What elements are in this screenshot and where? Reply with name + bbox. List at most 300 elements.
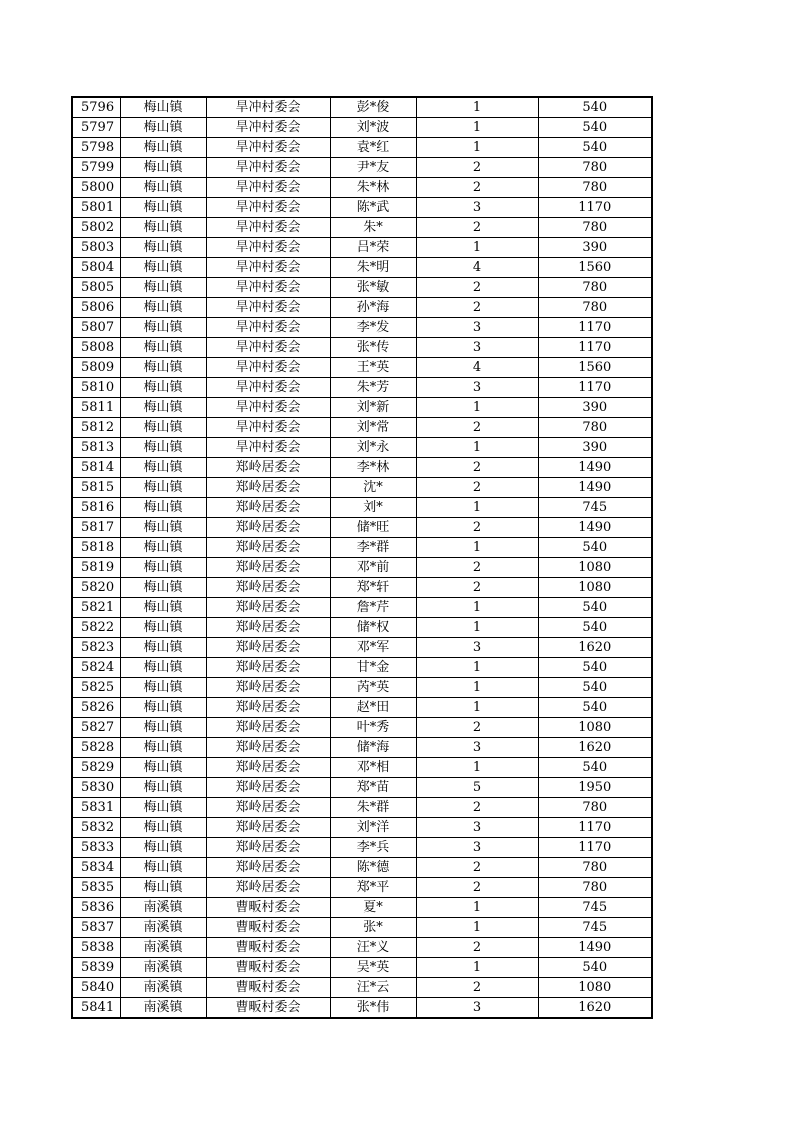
committee-cell: 郑岭居委会 [206, 658, 330, 678]
count-cell: 1 [416, 618, 538, 638]
amount-cell: 1170 [538, 318, 652, 338]
committee-cell: 曹畈村委会 [206, 978, 330, 998]
table-row [72, 518, 652, 538]
town-cell: 梅山镇 [120, 518, 206, 538]
amount-cell: 780 [538, 858, 652, 878]
town-cell: 梅山镇 [120, 498, 206, 518]
table-row [72, 438, 652, 458]
amount-cell: 540 [538, 598, 652, 618]
name-cell: 朱*群 [330, 798, 416, 818]
data-table [71, 96, 653, 1019]
committee-cell: 旱冲村委会 [206, 258, 330, 278]
amount-cell: 780 [538, 418, 652, 438]
table-row [72, 378, 652, 398]
amount-cell: 1170 [538, 818, 652, 838]
amount-cell: 540 [538, 618, 652, 638]
name-cell: 甘*金 [330, 658, 416, 678]
name-cell: 芮*英 [330, 678, 416, 698]
row-id-cell: 5831 [72, 798, 120, 818]
town-cell: 梅山镇 [120, 678, 206, 698]
row-id-cell: 5825 [72, 678, 120, 698]
count-cell: 1 [416, 398, 538, 418]
town-cell: 梅山镇 [120, 298, 206, 318]
row-id-cell: 5822 [72, 618, 120, 638]
row-id-cell: 5834 [72, 858, 120, 878]
name-cell: 李*群 [330, 538, 416, 558]
amount-cell: 540 [538, 658, 652, 678]
town-cell: 梅山镇 [120, 878, 206, 898]
count-cell: 5 [416, 778, 538, 798]
amount-cell: 780 [538, 158, 652, 178]
row-id-cell: 5805 [72, 278, 120, 298]
row-id-cell: 5810 [72, 378, 120, 398]
row-id-cell: 5801 [72, 198, 120, 218]
count-cell: 2 [416, 578, 538, 598]
town-cell: 梅山镇 [120, 658, 206, 678]
name-cell: 刘*永 [330, 438, 416, 458]
table-row [72, 198, 652, 218]
row-id-cell: 5802 [72, 218, 120, 238]
amount-cell: 540 [538, 138, 652, 158]
count-cell: 2 [416, 558, 538, 578]
name-cell: 李*发 [330, 318, 416, 338]
table-row [72, 878, 652, 898]
committee-cell: 郑岭居委会 [206, 558, 330, 578]
committee-cell: 旱冲村委会 [206, 178, 330, 198]
name-cell: 邓*相 [330, 758, 416, 778]
name-cell: 王*英 [330, 358, 416, 378]
committee-cell: 郑岭居委会 [206, 738, 330, 758]
town-cell: 梅山镇 [120, 718, 206, 738]
amount-cell: 1170 [538, 378, 652, 398]
town-cell: 梅山镇 [120, 238, 206, 258]
table-row [72, 818, 652, 838]
count-cell: 2 [416, 278, 538, 298]
row-id-cell: 5841 [72, 998, 120, 1019]
count-cell: 2 [416, 298, 538, 318]
amount-cell: 1080 [538, 718, 652, 738]
name-cell: 张*敏 [330, 278, 416, 298]
town-cell: 梅山镇 [120, 418, 206, 438]
committee-cell: 郑岭居委会 [206, 578, 330, 598]
table-row [72, 97, 652, 118]
table-row [72, 258, 652, 278]
town-cell: 梅山镇 [120, 438, 206, 458]
name-cell: 叶*秀 [330, 718, 416, 738]
town-cell: 梅山镇 [120, 758, 206, 778]
row-id-cell: 5836 [72, 898, 120, 918]
table-row [72, 558, 652, 578]
row-id-cell: 5835 [72, 878, 120, 898]
town-cell: 梅山镇 [120, 278, 206, 298]
town-cell: 梅山镇 [120, 178, 206, 198]
count-cell: 2 [416, 178, 538, 198]
count-cell: 2 [416, 418, 538, 438]
committee-cell: 郑岭居委会 [206, 838, 330, 858]
name-cell: 朱*明 [330, 258, 416, 278]
table-row [72, 218, 652, 238]
name-cell: 袁*红 [330, 138, 416, 158]
name-cell: 朱* [330, 218, 416, 238]
table-row [72, 538, 652, 558]
table-row [72, 118, 652, 138]
row-id-cell: 5824 [72, 658, 120, 678]
committee-cell: 郑岭居委会 [206, 478, 330, 498]
town-cell: 梅山镇 [120, 798, 206, 818]
row-id-cell: 5826 [72, 698, 120, 718]
name-cell: 汪*云 [330, 978, 416, 998]
amount-cell: 780 [538, 878, 652, 898]
row-id-cell: 5815 [72, 478, 120, 498]
row-id-cell: 5828 [72, 738, 120, 758]
name-cell: 邓*前 [330, 558, 416, 578]
name-cell: 刘*新 [330, 398, 416, 418]
committee-cell: 旱冲村委会 [206, 298, 330, 318]
committee-cell: 郑岭居委会 [206, 638, 330, 658]
committee-cell: 郑岭居委会 [206, 538, 330, 558]
amount-cell: 780 [538, 278, 652, 298]
table-row [72, 838, 652, 858]
committee-cell: 郑岭居委会 [206, 678, 330, 698]
name-cell: 吴*英 [330, 958, 416, 978]
row-id-cell: 5809 [72, 358, 120, 378]
committee-cell: 旱冲村委会 [206, 358, 330, 378]
name-cell: 张* [330, 918, 416, 938]
committee-cell: 旱冲村委会 [206, 97, 330, 118]
row-id-cell: 5811 [72, 398, 120, 418]
table-row [72, 418, 652, 438]
amount-cell: 1080 [538, 578, 652, 598]
committee-cell: 旱冲村委会 [206, 198, 330, 218]
table-row [72, 618, 652, 638]
amount-cell: 390 [538, 238, 652, 258]
town-cell: 南溪镇 [120, 978, 206, 998]
table-row [72, 238, 652, 258]
count-cell: 1 [416, 118, 538, 138]
amount-cell: 1080 [538, 558, 652, 578]
town-cell: 梅山镇 [120, 478, 206, 498]
committee-cell: 郑岭居委会 [206, 618, 330, 638]
town-cell: 梅山镇 [120, 138, 206, 158]
count-cell: 2 [416, 458, 538, 478]
count-cell: 3 [416, 198, 538, 218]
committee-cell: 郑岭居委会 [206, 718, 330, 738]
town-cell: 梅山镇 [120, 458, 206, 478]
table-row [72, 358, 652, 378]
table-row [72, 938, 652, 958]
town-cell: 梅山镇 [120, 538, 206, 558]
count-cell: 1 [416, 658, 538, 678]
amount-cell: 1620 [538, 998, 652, 1019]
name-cell: 邓*军 [330, 638, 416, 658]
amount-cell: 780 [538, 798, 652, 818]
town-cell: 梅山镇 [120, 378, 206, 398]
committee-cell: 曹畈村委会 [206, 898, 330, 918]
name-cell: 吕*荣 [330, 238, 416, 258]
town-cell: 梅山镇 [120, 358, 206, 378]
count-cell: 2 [416, 978, 538, 998]
name-cell: 陈*德 [330, 858, 416, 878]
committee-cell: 旱冲村委会 [206, 278, 330, 298]
table-row [72, 778, 652, 798]
count-cell: 1 [416, 538, 538, 558]
table-row [72, 278, 652, 298]
count-cell: 3 [416, 818, 538, 838]
committee-cell: 郑岭居委会 [206, 598, 330, 618]
amount-cell: 390 [538, 398, 652, 418]
amount-cell: 780 [538, 218, 652, 238]
count-cell: 1 [416, 898, 538, 918]
committee-cell: 旱冲村委会 [206, 378, 330, 398]
count-cell: 3 [416, 838, 538, 858]
row-id-cell: 5827 [72, 718, 120, 738]
amount-cell: 1080 [538, 978, 652, 998]
row-id-cell: 5839 [72, 958, 120, 978]
count-cell: 1 [416, 918, 538, 938]
committee-cell: 曹畈村委会 [206, 998, 330, 1019]
committee-cell: 曹畈村委会 [206, 938, 330, 958]
row-id-cell: 5800 [72, 178, 120, 198]
amount-cell: 540 [538, 958, 652, 978]
table-row [72, 638, 652, 658]
amount-cell: 1490 [538, 478, 652, 498]
amount-cell: 745 [538, 498, 652, 518]
name-cell: 李*兵 [330, 838, 416, 858]
town-cell: 梅山镇 [120, 218, 206, 238]
town-cell: 梅山镇 [120, 638, 206, 658]
count-cell: 2 [416, 518, 538, 538]
committee-cell: 郑岭居委会 [206, 498, 330, 518]
town-cell: 梅山镇 [120, 198, 206, 218]
name-cell: 孙*海 [330, 298, 416, 318]
name-cell: 汪*义 [330, 938, 416, 958]
amount-cell: 1620 [538, 638, 652, 658]
count-cell: 1 [416, 698, 538, 718]
name-cell: 夏* [330, 898, 416, 918]
row-id-cell: 5821 [72, 598, 120, 618]
table-row [72, 698, 652, 718]
amount-cell: 1490 [538, 518, 652, 538]
table-row [72, 298, 652, 318]
amount-cell: 1950 [538, 778, 652, 798]
count-cell: 3 [416, 378, 538, 398]
town-cell: 梅山镇 [120, 398, 206, 418]
amount-cell: 1560 [538, 258, 652, 278]
committee-cell: 旱冲村委会 [206, 138, 330, 158]
row-id-cell: 5798 [72, 138, 120, 158]
count-cell: 1 [416, 958, 538, 978]
committee-cell: 郑岭居委会 [206, 458, 330, 478]
table-row [72, 138, 652, 158]
town-cell: 南溪镇 [120, 918, 206, 938]
name-cell: 尹*友 [330, 158, 416, 178]
count-cell: 2 [416, 218, 538, 238]
table-row [72, 918, 652, 938]
name-cell: 储*海 [330, 738, 416, 758]
amount-cell: 540 [538, 758, 652, 778]
table-row [72, 498, 652, 518]
amount-cell: 1170 [538, 198, 652, 218]
row-id-cell: 5812 [72, 418, 120, 438]
name-cell: 储*旺 [330, 518, 416, 538]
row-id-cell: 5804 [72, 258, 120, 278]
count-cell: 2 [416, 938, 538, 958]
committee-cell: 旱冲村委会 [206, 238, 330, 258]
name-cell: 张*伟 [330, 998, 416, 1019]
count-cell: 4 [416, 358, 538, 378]
town-cell: 梅山镇 [120, 838, 206, 858]
table-row [72, 718, 652, 738]
row-id-cell: 5817 [72, 518, 120, 538]
town-cell: 梅山镇 [120, 118, 206, 138]
table-row [72, 658, 652, 678]
row-id-cell: 5838 [72, 938, 120, 958]
name-cell: 张*传 [330, 338, 416, 358]
town-cell: 梅山镇 [120, 598, 206, 618]
count-cell: 2 [416, 718, 538, 738]
amount-cell: 1490 [538, 458, 652, 478]
town-cell: 梅山镇 [120, 97, 206, 118]
committee-cell: 郑岭居委会 [206, 698, 330, 718]
committee-cell: 郑岭居委会 [206, 818, 330, 838]
row-id-cell: 5803 [72, 238, 120, 258]
amount-cell: 1490 [538, 938, 652, 958]
committee-cell: 旱冲村委会 [206, 398, 330, 418]
town-cell: 梅山镇 [120, 318, 206, 338]
count-cell: 1 [416, 138, 538, 158]
name-cell: 詹*芹 [330, 598, 416, 618]
table-row [72, 858, 652, 878]
count-cell: 3 [416, 638, 538, 658]
table-row [72, 598, 652, 618]
count-cell: 1 [416, 438, 538, 458]
town-cell: 梅山镇 [120, 698, 206, 718]
count-cell: 2 [416, 878, 538, 898]
count-cell: 1 [416, 598, 538, 618]
amount-cell: 540 [538, 678, 652, 698]
table-row [72, 798, 652, 818]
name-cell: 储*权 [330, 618, 416, 638]
amount-cell: 1620 [538, 738, 652, 758]
name-cell: 郑*平 [330, 878, 416, 898]
name-cell: 朱*林 [330, 178, 416, 198]
table-row [72, 758, 652, 778]
row-id-cell: 5829 [72, 758, 120, 778]
row-id-cell: 5813 [72, 438, 120, 458]
town-cell: 梅山镇 [120, 858, 206, 878]
town-cell: 南溪镇 [120, 938, 206, 958]
count-cell: 3 [416, 998, 538, 1019]
name-cell: 刘*常 [330, 418, 416, 438]
town-cell: 梅山镇 [120, 618, 206, 638]
amount-cell: 390 [538, 438, 652, 458]
town-cell: 梅山镇 [120, 778, 206, 798]
committee-cell: 郑岭居委会 [206, 518, 330, 538]
count-cell: 4 [416, 258, 538, 278]
amount-cell: 1560 [538, 358, 652, 378]
amount-cell: 540 [538, 97, 652, 118]
row-id-cell: 5799 [72, 158, 120, 178]
committee-cell: 旱冲村委会 [206, 158, 330, 178]
table-row [72, 678, 652, 698]
table-row [72, 178, 652, 198]
count-cell: 3 [416, 738, 538, 758]
town-cell: 梅山镇 [120, 158, 206, 178]
name-cell: 彭*俊 [330, 97, 416, 118]
count-cell: 1 [416, 97, 538, 118]
count-cell: 1 [416, 498, 538, 518]
committee-cell: 郑岭居委会 [206, 878, 330, 898]
town-cell: 梅山镇 [120, 578, 206, 598]
amount-cell: 540 [538, 538, 652, 558]
row-id-cell: 5816 [72, 498, 120, 518]
row-id-cell: 5814 [72, 458, 120, 478]
count-cell: 2 [416, 158, 538, 178]
committee-cell: 旱冲村委会 [206, 338, 330, 358]
committee-cell: 旱冲村委会 [206, 118, 330, 138]
count-cell: 3 [416, 338, 538, 358]
table-row [72, 398, 652, 418]
count-cell: 3 [416, 318, 538, 338]
committee-cell: 旱冲村委会 [206, 438, 330, 458]
table-row [72, 478, 652, 498]
committee-cell: 旱冲村委会 [206, 218, 330, 238]
count-cell: 2 [416, 798, 538, 818]
name-cell: 刘*波 [330, 118, 416, 138]
table-row [72, 338, 652, 358]
row-id-cell: 5808 [72, 338, 120, 358]
table-row [72, 578, 652, 598]
town-cell: 南溪镇 [120, 898, 206, 918]
committee-cell: 郑岭居委会 [206, 798, 330, 818]
committee-cell: 曹畈村委会 [206, 918, 330, 938]
amount-cell: 1170 [538, 338, 652, 358]
table-row [72, 998, 652, 1019]
table-row [72, 958, 652, 978]
table-row [72, 738, 652, 758]
name-cell: 李*林 [330, 458, 416, 478]
committee-cell: 郑岭居委会 [206, 778, 330, 798]
name-cell: 郑*苗 [330, 778, 416, 798]
committee-cell: 郑岭居委会 [206, 858, 330, 878]
count-cell: 2 [416, 478, 538, 498]
row-id-cell: 5807 [72, 318, 120, 338]
amount-cell: 780 [538, 178, 652, 198]
table-row [72, 898, 652, 918]
name-cell: 陈*武 [330, 198, 416, 218]
table-body [72, 97, 652, 1018]
count-cell: 1 [416, 238, 538, 258]
table-row [72, 458, 652, 478]
count-cell: 1 [416, 758, 538, 778]
row-id-cell: 5830 [72, 778, 120, 798]
table-row [72, 158, 652, 178]
name-cell: 沈* [330, 478, 416, 498]
town-cell: 南溪镇 [120, 998, 206, 1019]
row-id-cell: 5837 [72, 918, 120, 938]
count-cell: 1 [416, 678, 538, 698]
row-id-cell: 5818 [72, 538, 120, 558]
row-id-cell: 5796 [72, 97, 120, 118]
row-id-cell: 5832 [72, 818, 120, 838]
row-id-cell: 5823 [72, 638, 120, 658]
town-cell: 梅山镇 [120, 338, 206, 358]
row-id-cell: 5797 [72, 118, 120, 138]
town-cell: 梅山镇 [120, 738, 206, 758]
row-id-cell: 5819 [72, 558, 120, 578]
committee-cell: 旱冲村委会 [206, 318, 330, 338]
table-row [72, 978, 652, 998]
